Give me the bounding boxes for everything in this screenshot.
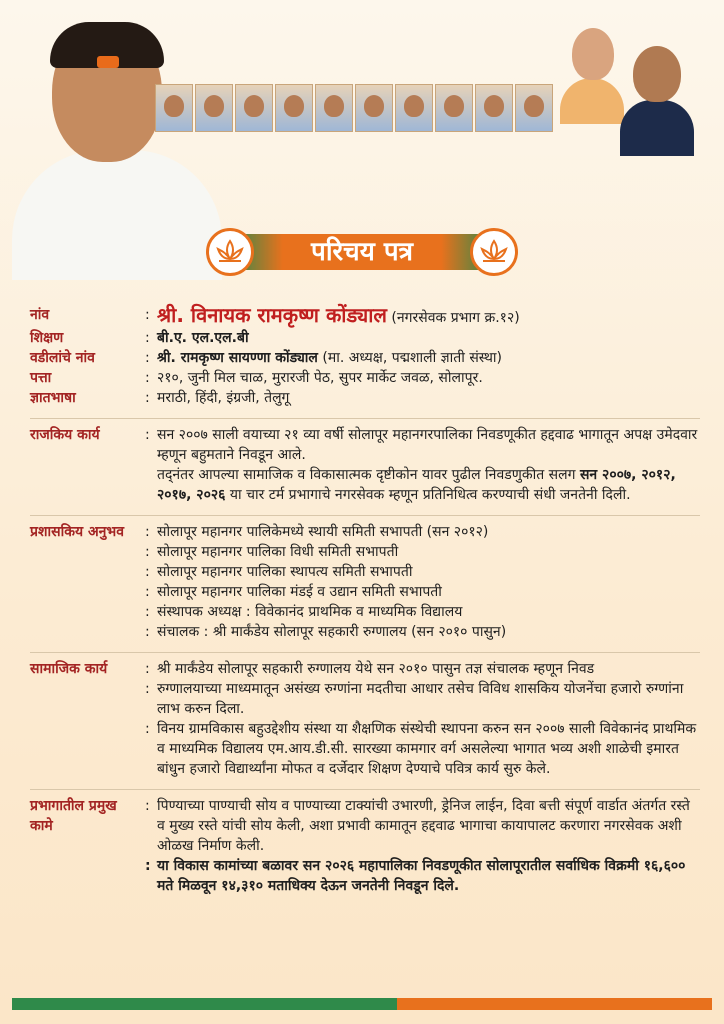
leader-photo	[235, 84, 273, 132]
field-value: मराठी, हिंदी, इंग्रजी, तेलुगू	[157, 390, 290, 406]
field-label: नांव	[30, 307, 50, 323]
field-value: बी.ए. एल.एल.बी	[157, 330, 249, 346]
section-label: राजकिय कार्य	[30, 427, 100, 443]
field-value: २१०, जुनी मिल चाळ, मुरारजी पेठ, सुपर मार्केट जवळ, सोलापूर.	[157, 370, 483, 386]
section-text: तद्नंतर आपल्या सामाजिक व विकासात्मक दृष्टीकोन यावर पुढील निवडणुकीत सलग सन २००७, २०१२, २०१७, २०२६ या चार टर्म प्रभागाचे नगरसेवक म्हणून प्रतिनिधित्व करण्याची संधी जनतेनी दिली.	[157, 467, 676, 503]
lotus-icon	[206, 228, 254, 276]
section-label: सामाजिक कार्य	[30, 661, 108, 677]
leaders-strip	[155, 84, 553, 132]
list-item: : या विकास कामांच्या बळावर सन २०२६ महापालिका निवडणूकीत सोलापूरातील सर्वाधिक विक्रमी १६,६०० मते मिळवून १४,३१० मताधिक्य देऊन जनतेनी निवडून दिले.	[145, 858, 686, 894]
list-item: : सोलापूर महानगर पालिका मंडई व उद्यान समिती सभापती	[145, 584, 442, 600]
field-label: शिक्षण	[30, 330, 64, 346]
section-ward-works	[30, 789, 700, 896]
field-label: वडीलांचे नांव	[30, 350, 95, 366]
leader-photo	[395, 84, 433, 132]
section-text: सन २००७ साली वयाच्या २१ व्या वर्षी सोलापूर महानगरपालिका निवडणूकीत हद्दवाढ भागातून अपक्ष उमेदवार म्हणून बहुमताने निवडून आले.	[157, 427, 698, 463]
profile-content	[30, 305, 700, 896]
candidate-name: श्री. विनायक रामकृष्ण कोंड्याल	[157, 303, 387, 327]
leader-photo	[195, 84, 233, 132]
list-item: : सोलापूर महानगर पालिकेमध्ये स्थायी समिती सभापती (सन २०१२)	[145, 524, 489, 540]
section-social-work	[30, 652, 700, 779]
lotus-icon	[470, 228, 518, 276]
candidate-ward: (नगरसेवक प्रभाग क्र.१२)	[391, 310, 520, 326]
title-banner	[206, 228, 518, 276]
list-item: : संस्थापक अध्यक्ष : विवेकानंद प्राथमिक व माध्यमिक विद्यालय	[145, 604, 463, 620]
info-row-father: वडीलांचे नांव : श्री. रामकृष्ण सायण्णा कोंड्याल (मा. अध्यक्ष, पद्मशाली ज्ञाती संस्था)	[30, 350, 502, 366]
list-item: : रुग्णालयाच्या माध्यमातून असंख्य रुग्णांना मदतीचा आधार तसेच विविध शासकिय योजनेंचा हजारो रुग्णांना लाभ करुन दिला.	[145, 681, 684, 717]
leader-photo	[355, 84, 393, 132]
field-value: श्री. रामकृष्ण सायण्णा कोंड्याल	[157, 350, 318, 366]
list-item: : सोलापूर महानगर पालिका विधी समिती सभापती	[145, 544, 399, 560]
list-item: : श्री मार्कंडेय सोलापूर सहकारी रुग्णालय येथे सन २०१० पासुन तज्ञ संचालक म्हणून निवड	[145, 661, 595, 677]
bottom-color-strip	[12, 998, 712, 1010]
info-row-name: नांव : श्री. विनायक रामकृष्ण कोंड्याल (नगरसेवक प्रभाग क्र.१२)	[30, 303, 520, 327]
leader-photo	[515, 84, 553, 132]
section-admin-experience	[30, 515, 700, 642]
leader-photo	[315, 84, 353, 132]
info-row-languages: ज्ञातभाषा : मराठी, हिंदी, इंग्रजी, तेलुगू	[30, 388, 700, 408]
list-item: : विनय ग्रामविकास बहुउद्देशीय संस्था या शैक्षणिक संस्थेची स्थापना करुन सन २००७ साली विवेकानंद प्राथमिक व माध्यमिक विद्यालय एम.आय.डी.सी. सारख्या कामगार वर्ग असलेल्या भागात भव्य अशी शाळेची इमारत बांधुन हजारो विद्यार्थ्यांना मोफत व दर्जेदार शिक्षण देण्याचे पवित्र कार्य सुरु केले.	[145, 721, 697, 777]
leader-photo	[275, 84, 313, 132]
list-item: : संचालक : श्री मार्कंडेय सोलापूर सहकारी रुग्णालय (सन २०१० पासुन)	[145, 624, 507, 640]
field-label: ज्ञातभाषा	[30, 390, 76, 406]
leader-photo	[155, 84, 193, 132]
candidate-photo	[12, 22, 222, 272]
section-political-work: राजकिय कार्य : सन २००७ साली वयाच्या २१ व्या वर्षी सोलापूर महानगरपालिका निवडणूकीत हद्दवाढ भागातून अपक्ष उमेदवार म्हणून बहुमताने निवडून आले. तद्नंतर आपल्या सामाजिक व विकासात्मक दृष्टीकोन यावर पुढील निवडणुकीत सलग सन २००७, २०१२, २०१७, २०२६ या चार टर्म प्रभागाचे नगरसेवक म्हणून प्रतिनिधित्व करण्याची संधी जनतेनी दिली.	[30, 418, 700, 505]
list-item: : सोलापूर महानगर पालिका स्थापत्य समिती सभापती	[145, 564, 413, 580]
section-label: प्रशासकिय अनुभव	[30, 524, 125, 540]
leader-photo	[435, 84, 473, 132]
info-row-address: पत्ता : २१०, जुनी मिल चाळ, मुरारजी पेठ, सुपर मार्केट जवळ, सोलापूर.	[30, 368, 700, 388]
list-item: : पिण्याच्या पाण्याची सोय व पाण्याच्या टाक्यांची उभारणी, ड्रेनिज लाईन, दिवा बत्ती संपूर्ण वार्डात अंतर्गत रस्ते व मुख्य रस्ते यांची सोय केली, अशा प्रभावी कामातून हद्दवाढ भागाचा कायापालट करणारा नगरसेवक अशी ओळख निर्माण केली.	[145, 798, 690, 854]
page-title: परिचय पत्र	[311, 237, 413, 267]
header-banner	[0, 0, 724, 300]
leader-photo	[475, 84, 513, 132]
info-row-education: शिक्षण : बी.ए. एल.एल.बी	[30, 328, 700, 348]
leader-photo-large	[620, 46, 694, 156]
field-label: पत्ता	[30, 370, 52, 386]
section-label: प्रभागातील प्रमुख कामे	[30, 798, 117, 834]
leader-photo-large	[560, 28, 624, 124]
field-note: (मा. अध्यक्ष, पद्मशाली ज्ञाती संस्था)	[322, 350, 502, 366]
